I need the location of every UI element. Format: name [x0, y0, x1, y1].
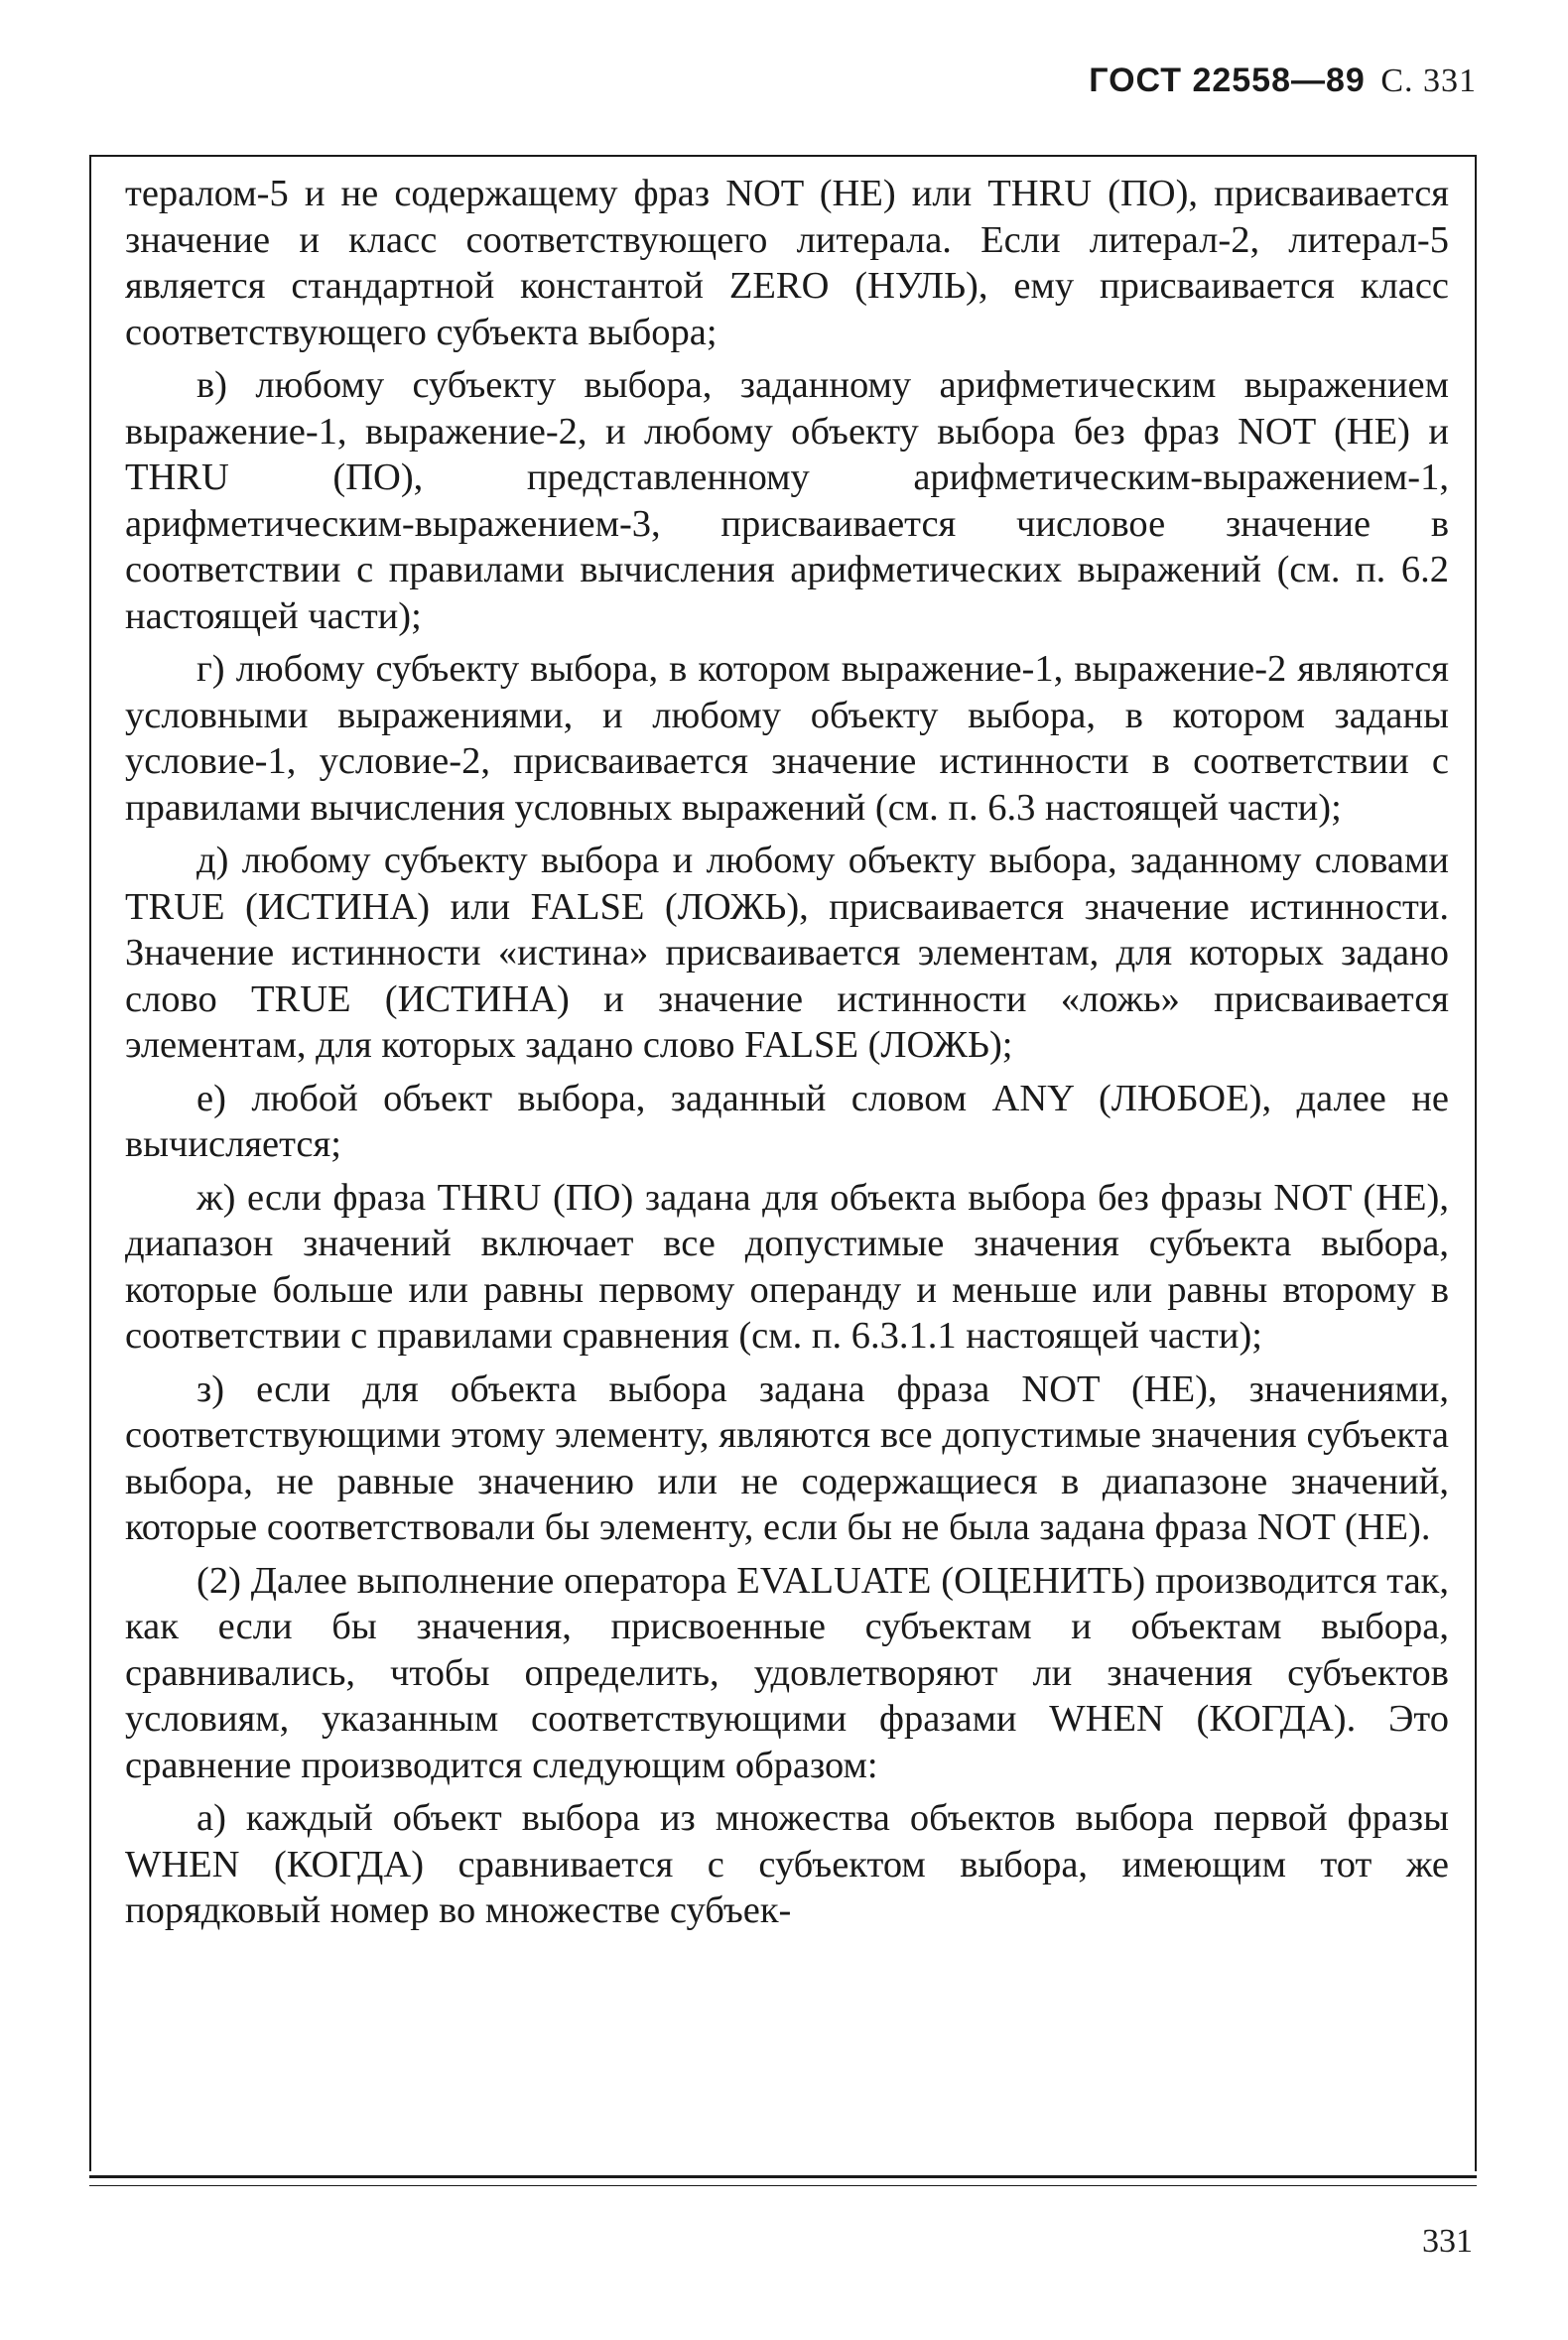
paragraph-item-g: г) любому субъекту выбора, в котором выражение-1, выражение-2 являются условными выражениями, и любому объекту выбора, в котором заданы условие-1, условие-2, присваивается значение истинности в соответствии с правилами вычисления условных выражений (см. п. 6.3 настоящей части); [125, 648, 1449, 829]
paragraph-item-e: е) любой объект выбора, заданный словом ANY (ЛЮБОЕ), далее не вычисляется; [125, 1077, 1449, 1165]
bottom-rule-thick [89, 2175, 1477, 2178]
paragraph-item-z: з) если для объекта выбора задана фраза NOT (НЕ), значениями, соответствующими этому элементу, являются все допустимые значения субъекта выбора, не равные значению или не содержащиеся в диапазоне значений, которые соответствовали бы элементу, если бы не была задана фраза NOT (НЕ). [125, 1367, 1449, 1548]
page-number: 331 [1422, 2223, 1473, 2260]
top-rule [89, 155, 1477, 157]
paragraph-item-zh: ж) если фраза THRU (ПО) задана для объекта выбора без фразы NOT (НЕ), диапазон значений включает все допустимые значения субъекта выбора, которые больше или равны первому операнду и меньше или равны второму в соответствии с правилами сравнения (см. п. 6.3.1.1 настоящей части); [125, 1176, 1449, 1357]
paragraph-continuation: тералом-5 и не содержащему фраз NOT (НЕ) или THRU (ПО), присваивается значение и класс соответствующего литерала. Если литерал-2, литерал-5 является стандартной константой ZERO (НУЛЬ), ему присваивается класс соответствующего субъекта выбора; [125, 173, 1449, 353]
right-margin-bar [1475, 157, 1477, 2171]
left-margin-bar [89, 157, 91, 2171]
header-page-ref: С. 331 [1380, 63, 1477, 99]
paragraph-item-d: д) любому субъекту выбора и любому объекту выбора, заданному словами TRUE (ИСТИНА) или FALSE (ЛОЖЬ), присваивается значение истинности. Значение истинности «истина» присваивается элементам, для которых задано слово TRUE (ИСТИНА) и значение истинности «ложь» присваивается элементам, для которых задано слово FALSE (ЛОЖЬ); [125, 840, 1449, 1066]
paragraph-item-a: а) каждый объект выбора из множества объектов выбора первой фразы WHEN (КОГДА) сравнивается с субъектом выбора, имеющим тот же порядковый номер во множестве субъек- [125, 1797, 1449, 1931]
standard-number: ГОСТ 22558—89 [1089, 62, 1366, 99]
running-header [1089, 62, 1477, 100]
paragraph-section-2: (2) Далее выполнение оператора EVALUATE (ОЦЕНИТЬ) производится так, как если бы значения, присвоенные субъектам и объектам выбора, сравнивались, чтобы определить, удовлетворяют ли значения субъектов условиям, указанным соответствующими фразами WHEN (КОГДА). Это сравнение производится следующим образом: [125, 1559, 1449, 1786]
bottom-rule-thin [89, 2185, 1477, 2186]
paragraph-item-v: в) любому субъекту выбора, заданному арифметическим выражением выражение-1, выражение-2, и любому объекту выбора без фраз NOT (НЕ) и THRU (ПО), представленному арифметическим-выражением-1, арифметическим-выражением-3, присваивается числовое значение в соответствии с правилами вычисления арифметических выражений (см. п. 6.2 настоящей части); [125, 364, 1449, 637]
page-body [125, 171, 1449, 1941]
